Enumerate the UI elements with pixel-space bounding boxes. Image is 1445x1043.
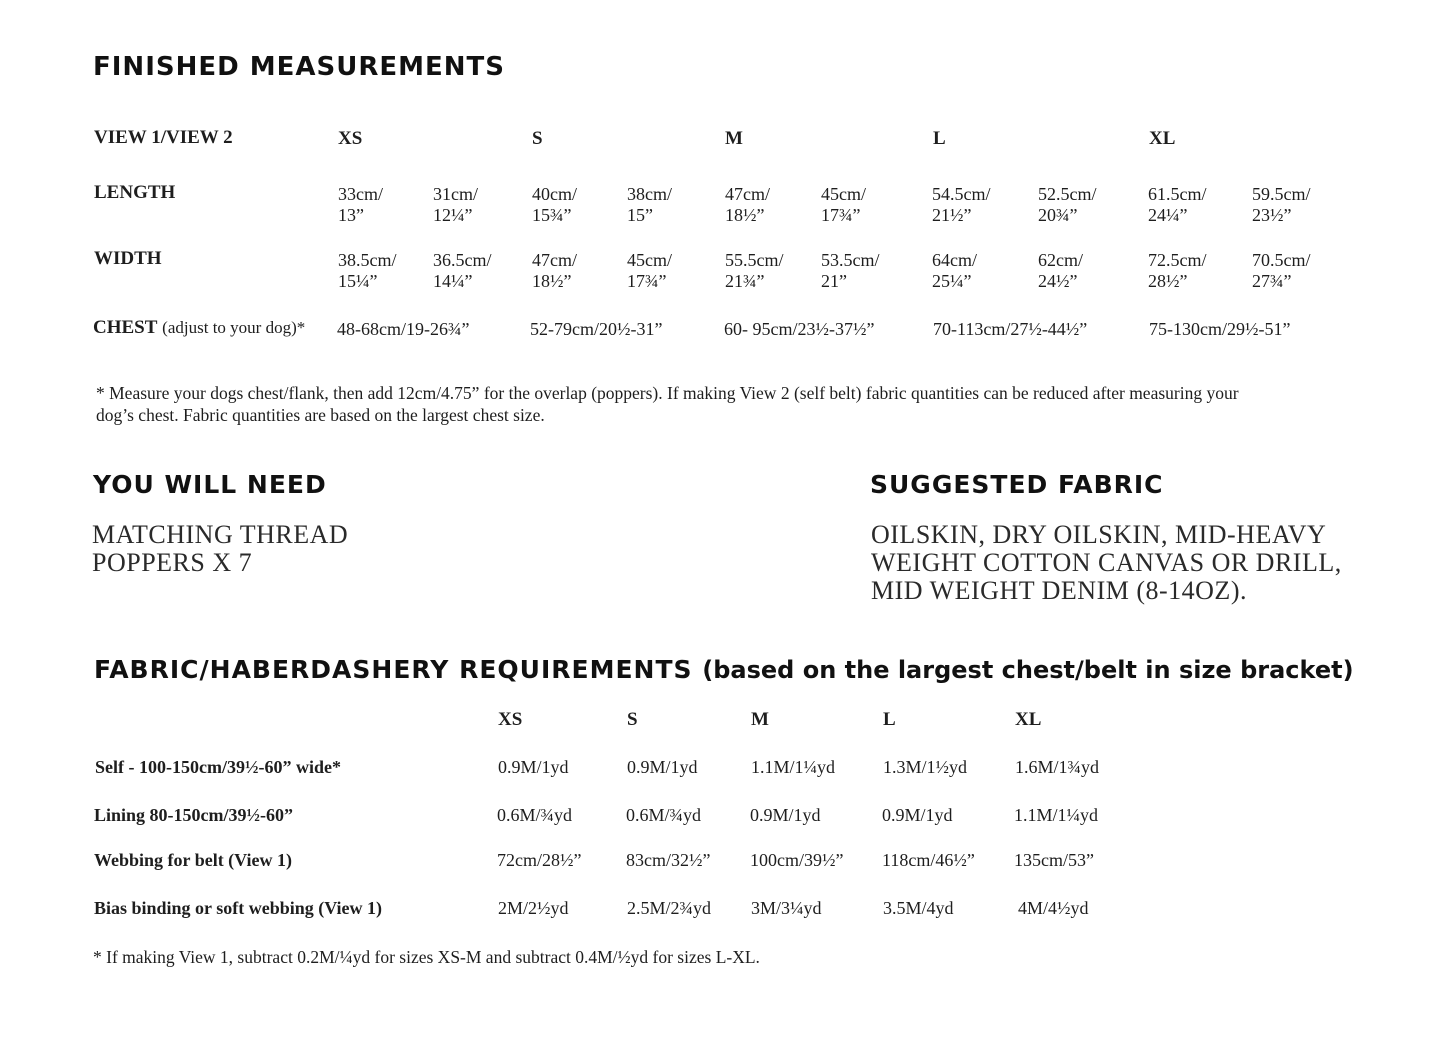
chest-note: (adjust to your dog)* (162, 318, 306, 337)
req-self-xl: 1.6M/1¾yd (1015, 757, 1100, 777)
need-item: POPPERS X 7 (92, 548, 253, 577)
req-bias-m: 3M/3¼yd (751, 898, 822, 918)
finished-measurements-title: FINISHED MEASUREMENTS (93, 52, 505, 82)
chest-xs: 48-68cm/19-26¾” (337, 319, 470, 339)
req-size-l: L (883, 709, 896, 730)
req-lining-m: 0.9M/1yd (750, 805, 821, 825)
fabric-line: MID WEIGHT DENIM (8-14OZ). (871, 576, 1247, 605)
size-header-l: L (933, 128, 946, 149)
length-xl-view2: 59.5cm/ 23½” (1252, 184, 1311, 225)
req-row-label-self: Self - 100-150cm/39½-60” wide* (95, 757, 341, 777)
req-lining-s: 0.6M/¾yd (626, 805, 702, 825)
req-lining-xs: 0.6M/¾yd (497, 805, 573, 825)
length-l-view2: 52.5cm/ 20¾” (1038, 184, 1097, 225)
requirements-subtitle: (based on the largest chest/belt in size bracket) (702, 656, 1354, 684)
req-bias-s: 2.5M/2¾yd (627, 898, 712, 918)
req-lining-l: 0.9M/1yd (882, 805, 953, 825)
req-self-l: 1.3M/1½yd (883, 757, 968, 777)
width-m-view2: 53.5cm/ 21” (821, 250, 880, 291)
req-bias-xl: 4M/4½yd (1018, 898, 1089, 918)
req-size-xs: XS (498, 709, 523, 730)
req-size-xl: XL (1015, 709, 1042, 730)
you-will-need-list (92, 521, 348, 577)
req-self-xs: 0.9M/1yd (498, 757, 569, 777)
req-size-m: M (751, 709, 769, 730)
width-s-view2: 45cm/ 17¾” (627, 250, 672, 291)
width-m-view1: 55.5cm/ 21¾” (725, 250, 784, 291)
req-webbing-xs: 72cm/28½” (497, 850, 582, 870)
requirements-heading (94, 655, 1354, 684)
size-header-xl: XL (1149, 128, 1176, 149)
width-l-view2: 62cm/ 24½” (1038, 250, 1083, 291)
chest-label: CHEST (93, 317, 158, 338)
chest-l: 70-113cm/27½-44½” (933, 319, 1088, 339)
req-self-s: 0.9M/1yd (627, 757, 698, 777)
size-header-s: S (532, 128, 543, 149)
req-bias-l: 3.5M/4yd (883, 898, 954, 918)
measurements-footnote-line1: * Measure your dogs chest/flank, then add 12cm/4.75” for the overlap (poppers). If making View 2 (self belt) fabric quantities can be reduced after measuring your (96, 383, 1239, 403)
req-size-s: S (627, 709, 638, 730)
req-self-m: 1.1M/1¼yd (751, 757, 836, 777)
req-lining-xl: 1.1M/1¼yd (1014, 805, 1099, 825)
width-label: WIDTH (94, 248, 162, 269)
need-item: MATCHING THREAD (92, 520, 349, 549)
length-m-view1: 47cm/ 18½” (725, 184, 770, 225)
req-webbing-xl: 135cm/53” (1014, 850, 1094, 870)
width-xl-view1: 72.5cm/ 28½” (1148, 250, 1207, 291)
req-webbing-s: 83cm/32½” (626, 850, 711, 870)
suggested-fabric-title: SUGGESTED FABRIC (870, 470, 1164, 499)
length-xs-view2: 31cm/ 12¼” (433, 184, 478, 225)
width-xs-view1: 38.5cm/ 15¼” (338, 250, 397, 291)
req-webbing-m: 100cm/39½” (750, 850, 844, 870)
chest-s: 52-79cm/20½-31” (530, 319, 663, 339)
req-row-label-bias: Bias binding or soft webbing (View 1) (94, 898, 383, 918)
req-webbing-l: 118cm/46½” (882, 850, 975, 870)
requirements-title: FABRIC/HABERDASHERY REQUIREMENTS (94, 655, 693, 684)
length-label: LENGTH (94, 182, 176, 203)
length-s-view1: 40cm/ 15¾” (532, 184, 577, 225)
chest-xl: 75-130cm/29½-51” (1149, 319, 1291, 339)
length-s-view2: 38cm/ 15” (627, 184, 672, 225)
length-xs-view1: 33cm/ 13” (338, 184, 383, 225)
width-l-view1: 64cm/ 25¼” (932, 250, 977, 291)
chest-m: 60- 95cm/23½-37½” (724, 319, 875, 339)
fabric-line: OILSKIN, DRY OILSKIN, MID-HEAVY (871, 520, 1327, 549)
chest-label-group (93, 317, 305, 339)
you-will-need-title: YOU WILL NEED (93, 470, 327, 499)
req-row-label-webbing: Webbing for belt (View 1) (94, 850, 292, 870)
req-row-label-lining: Lining 80-150cm/39½-60” (94, 805, 294, 825)
view-label: VIEW 1/VIEW 2 (94, 127, 233, 148)
size-header-xs: XS (338, 128, 363, 149)
width-xs-view2: 36.5cm/ 14¼” (433, 250, 492, 291)
length-xl-view1: 61.5cm/ 24¼” (1148, 184, 1207, 225)
width-s-view1: 47cm/ 18½” (532, 250, 577, 291)
suggested-fabric-list (871, 521, 1342, 605)
measurements-footnote-line2: dog’s chest. Fabric quantities are based on the largest chest size. (96, 405, 545, 425)
size-header-m: M (725, 128, 743, 149)
req-bias-xs: 2M/2½yd (498, 898, 569, 918)
fabric-line: WEIGHT COTTON CANVAS OR DRILL, (871, 548, 1342, 577)
length-m-view2: 45cm/ 17¾” (821, 184, 866, 225)
length-l-view1: 54.5cm/ 21½” (932, 184, 991, 225)
width-xl-view2: 70.5cm/ 27¾” (1252, 250, 1311, 291)
requirements-footnote: * If making View 1, subtract 0.2M/¼yd for sizes XS-M and subtract 0.4M/½yd for sizes L-XL. (93, 947, 760, 967)
